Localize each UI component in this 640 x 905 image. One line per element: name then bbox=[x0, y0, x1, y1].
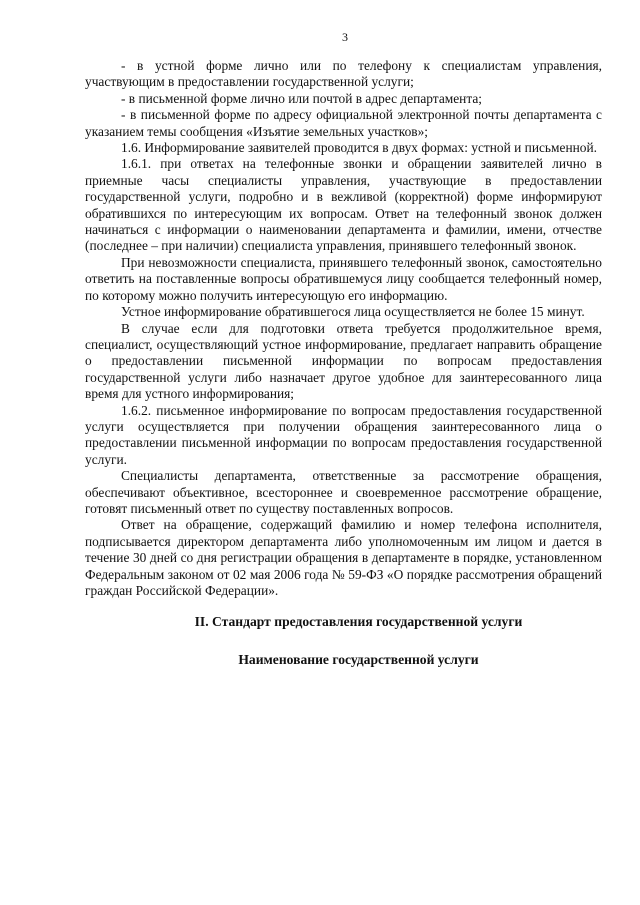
paragraph-oral-duration: Устное информирование обратившегося лица осуществляется не более 15 минут. bbox=[121, 304, 585, 320]
paragraph-long-preparation: В случае если для подготовки ответа требуется продолжительное время, специалист, осуществляющий устное информирование, предлагает направить обращение о предоставлении письменной информации по вопросам предоставления государственной услуги либо назначает другое удобное для заинтересованного лица время для устного информирования; bbox=[85, 320, 602, 402]
paragraph-1-6-2: 1.6.2. письменное информирование по вопросам предоставления государственной услуги осуществляется при получении обращения заинтересованного лица о предоставлении письменной информации по вопросам предоставления государственной услуги. bbox=[85, 402, 602, 467]
paragraph-impossibility: При невозможности специалиста, принявшего телефонный звонок, самостоятельно ответить на поставленные вопросы обратившемуся лицу сообщается телефонный номер, по которому можно получить интересующую его информацию. bbox=[85, 254, 602, 303]
page-number: 3 bbox=[342, 30, 348, 44]
paragraph-oral-form: - в устной форме лично или по телефону к специалистам управления, участвующим в предоставлении государственной услуги; bbox=[85, 58, 602, 90]
paragraph-written-email: - в письменной форме по адресу официальной электронной почты департамента с указанием темы сообщения «Изъятие земельных участков»; bbox=[85, 107, 602, 139]
paragraph-written-mail: - в письменной форме лично или почтой в адрес департамента; bbox=[121, 90, 483, 106]
paragraph-specialists: Специалисты департамента, ответственные за рассмотрение обращения, обеспечивают объективное, всестороннее и своевременное рассмотрение обращение, готовят письменный ответ по существу поставленных вопросов. bbox=[85, 468, 602, 516]
subsection-heading: Наименование государственной услуги bbox=[238, 651, 479, 667]
paragraph-response: Ответ на обращение, содержащий фамилию и номер телефона исполнителя, подписывается директором департамента либо уполномоченным им лицом и дается в течение 30 дней со дня регистрации обращения в департаменте в порядке, установленном Федеральным законом от 02 мая 2006 года № 59-ФЗ «О порядке рассмотрения обращений граждан Российской Федерации». bbox=[85, 517, 602, 598]
section-heading: II. Стандарт предоставления государственной услуги bbox=[194, 614, 523, 630]
paragraph-1-6-1: 1.6.1. при ответах на телефонные звонки и обращении заявителей лично в приемные часы специалисты управления, участвующие в предоставлении государственной услуги, подробно и в вежливой (корректной) форме информируют обратившихся по интересующим их вопросам. Ответ на телефонный звонок должен начинаться с информации о наименовании департамента и фамилии, имени, отчестве (последнее – при наличии) специалиста управления, принявшего телефонный звонок. bbox=[85, 156, 602, 254]
document-body bbox=[85, 58, 602, 668]
paragraph-1-6: 1.6. Информирование заявителей проводится в двух формах: устной и письменной. bbox=[121, 140, 597, 156]
